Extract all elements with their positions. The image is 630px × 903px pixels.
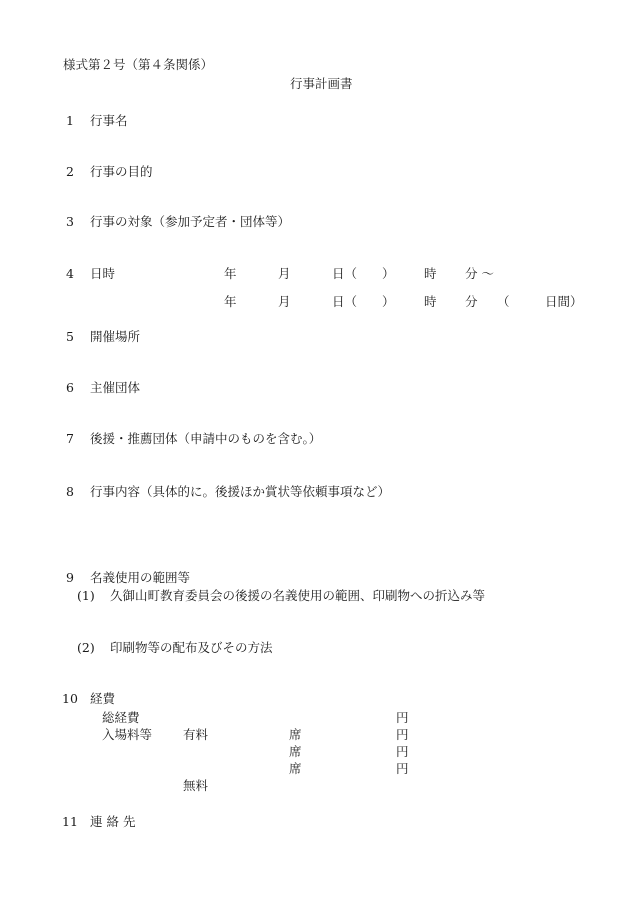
total-cost-yen: 円	[396, 710, 409, 725]
weekday-paren-close: ）	[382, 266, 395, 281]
item-6-number: 6	[66, 380, 74, 395]
year-unit: 年	[224, 294, 237, 309]
item-11-label: 連 絡 先	[90, 814, 136, 829]
item-1-label: 行事名	[90, 113, 128, 128]
item-1-number: 1	[66, 113, 74, 128]
minute-unit: 分 ～	[465, 266, 494, 281]
item-2-number: 2	[66, 164, 74, 179]
paid-label: 有料	[183, 727, 209, 742]
item-7-number: 7	[66, 431, 74, 446]
hour-unit: 時	[424, 266, 437, 281]
item-9-sub2-text: 印刷物等の配布及びその方法	[110, 640, 273, 655]
day-unit: 日（	[332, 294, 358, 309]
seat-unit: 席	[289, 761, 302, 776]
item-9-sub1-text: 久御山町教育委員会の後援の名義使用の範囲、印刷物への折込み等	[110, 588, 486, 603]
seat-unit: 席	[289, 744, 302, 759]
item-4-number: 4	[66, 266, 74, 281]
yen-unit: 円	[396, 727, 409, 742]
days-unit: 日間）	[545, 294, 583, 309]
admission-fee-label: 入場料等	[102, 727, 153, 742]
item-7-label: 後援・推薦団体（申請中のものを含む。）	[90, 431, 322, 446]
total-cost-label: 総経費	[102, 710, 140, 725]
item-9-label: 名義使用の範囲等	[90, 570, 191, 585]
yen-unit: 円	[396, 744, 409, 759]
item-9-number: 9	[66, 570, 74, 585]
document-title: 行事計画書	[290, 76, 353, 91]
item-10-number: 10	[62, 691, 78, 706]
seat-unit: 席	[289, 727, 302, 742]
item-8-label: 行事内容（具体的に。後援ほか賞状等依頼事項など）	[90, 484, 391, 499]
item-3-number: 3	[66, 214, 74, 229]
days-paren-open: （	[497, 294, 510, 309]
item-2-label: 行事の目的	[90, 164, 153, 179]
form-label: 様式第２号（第４条関係）	[63, 57, 214, 72]
year-unit: 年	[224, 266, 237, 281]
item-3-label: 行事の対象（参加予定者・団体等）	[90, 214, 291, 229]
hour-unit: 時	[424, 294, 437, 309]
item-9-sub2-number: (2)	[77, 640, 95, 655]
day-unit: 日（	[332, 266, 358, 281]
month-unit: 月	[278, 294, 291, 309]
month-unit: 月	[278, 266, 291, 281]
item-8-number: 8	[66, 484, 74, 499]
item-11-number: 11	[62, 814, 78, 829]
free-label: 無料	[183, 778, 209, 793]
yen-unit: 円	[396, 761, 409, 776]
weekday-paren-close: ）	[382, 294, 395, 309]
item-5-number: 5	[66, 329, 74, 344]
item-6-label: 主催団体	[90, 380, 141, 395]
minute-unit: 分	[465, 294, 478, 309]
item-10-label: 経費	[90, 691, 116, 706]
item-9-sub1-number: (1)	[77, 588, 95, 603]
item-4-label: 日時	[90, 266, 116, 281]
item-5-label: 開催場所	[90, 329, 141, 344]
